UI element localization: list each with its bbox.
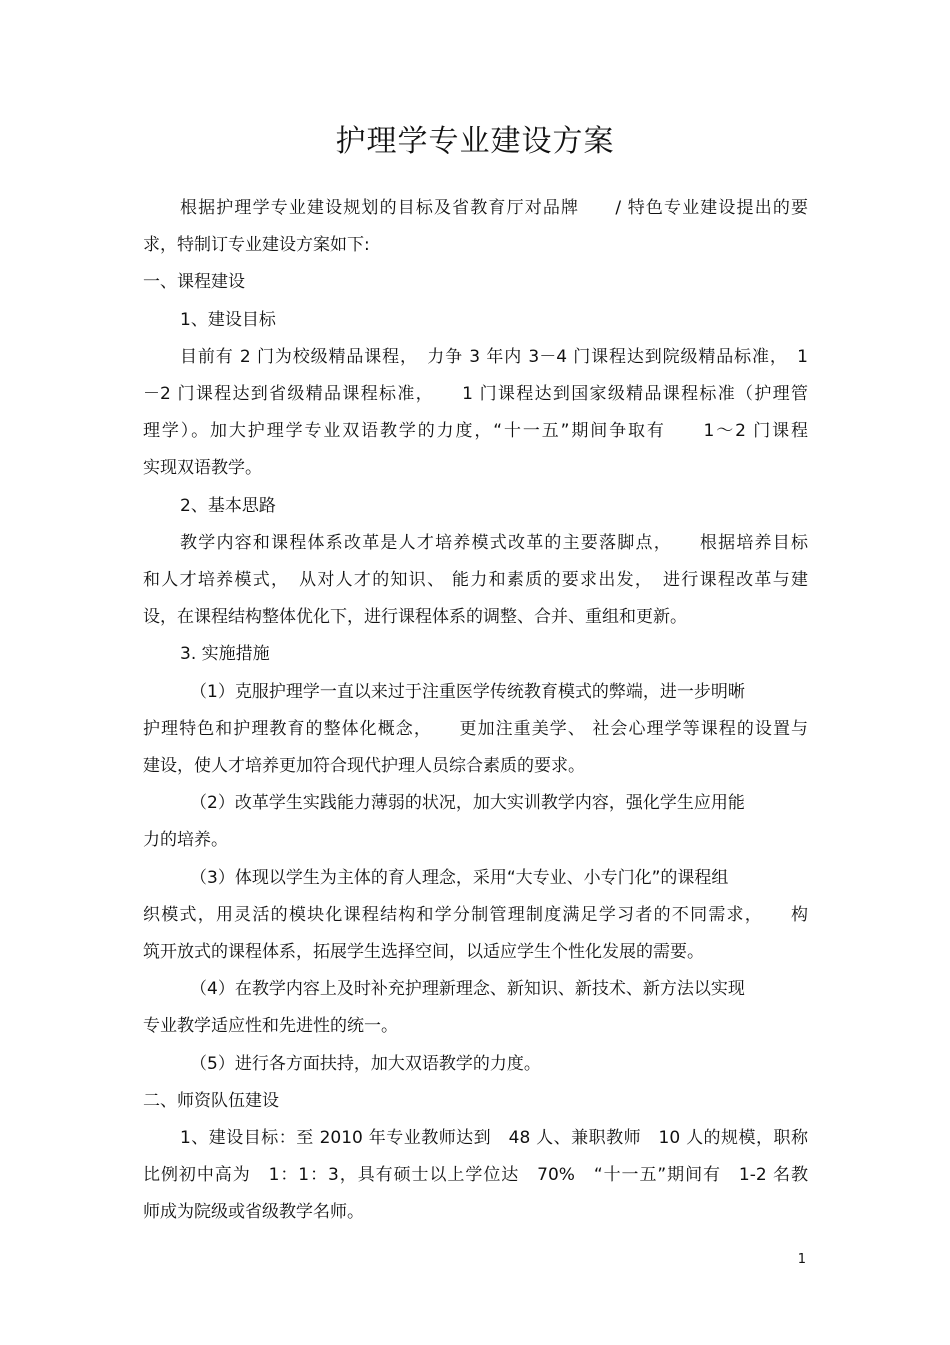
text-line: 求，特制订专业建设方案如下: xyxy=(143,235,370,256)
text-line: 2、基本思路 xyxy=(180,495,276,516)
page-number: 1 xyxy=(797,1252,806,1267)
text-line: 师成为院级或省级教学名师。 xyxy=(143,1202,364,1223)
text-line: 1、建设目标 xyxy=(180,309,276,330)
text-line: 和人才培养模式， 从对人才的知识、 能力和素质的要求出发， 进行课程改革与建 xyxy=(143,570,808,590)
text-line: 3. 实施措施 xyxy=(180,644,270,665)
text-line: 教学内容和课程体系改革是人才培养模式改革的主要落脚点， 根据培养目标 xyxy=(180,532,808,553)
text-line: （5）进行各方面扶持，加大双语教学的力度。 xyxy=(190,1053,541,1074)
text-line: 二、师资队伍建设 xyxy=(143,1090,279,1111)
text-line: 专业教学适应性和先进性的统一。 xyxy=(143,1016,398,1037)
text-line: 一、课程建设 xyxy=(143,272,245,293)
text-line: 织模式，用灵活的模块化课程结构和学分制管理制度满足学习者的不同需求， 构 xyxy=(143,904,808,925)
text-line: 根据护理学专业建设规划的目标及省教育厅对品牌 / 特色专业建设提出的要 xyxy=(180,198,808,218)
text-line: 目前有 2 门为校级精品课程， 力争 3 年内 3－4 门课程达到院级精品标准， 1 xyxy=(180,346,808,367)
text-line: 比例初中高为 1：1：3，具有硕士以上学位达 70% “十一五”期间有 1-2 名教 xyxy=(143,1165,808,1186)
text-line: （4）在教学内容上及时补充护理新理念、新知识、新技术、新方法以实现 xyxy=(190,979,745,1000)
text-line: （3）体现以学生为主体的育人理念，采用“大专业、小专门化”的课程组 xyxy=(190,867,729,888)
text-line: 1、建设目标：至 2010 年专业教师达到 48 人、兼职教师 10 人的规模，职称 xyxy=(180,1128,808,1148)
text-line: －2 门课程达到省级精品课程标准， 1 门课程达到国家级精品课程标准（护理管 xyxy=(143,384,808,404)
text-line: 设，在课程结构整体优化下，进行课程体系的调整、合并、重组和更新。 xyxy=(143,607,687,628)
text-line: 建设，使人才培养更加符合现代护理人员综合素质的要求。 xyxy=(143,756,585,776)
text-line: 实现双语教学。 xyxy=(143,458,262,479)
text-line: 力的培养。 xyxy=(143,830,228,851)
text-line: （1）克服护理学一直以来过于注重医学传统教育模式的弊端，进一步明晰 xyxy=(190,681,745,702)
text-line: 筑开放式的课程体系，拓展学生选择空间，以适应学生个性化发展的需要。 xyxy=(143,942,704,962)
document-title: 护理学专业建设方案 xyxy=(335,124,615,159)
text-line: 理学）。加大护理学专业双语教学的力度，“十一五”期间争取有 1～2 门课程 xyxy=(143,421,808,442)
text-line: （2）改革学生实践能力薄弱的状况，加大实训教学内容，强化学生应用能 xyxy=(190,793,745,814)
text-line: 护理特色和护理教育的整体化概念， 更加注重美学、 社会心理学等课程的设置与 xyxy=(143,718,808,739)
